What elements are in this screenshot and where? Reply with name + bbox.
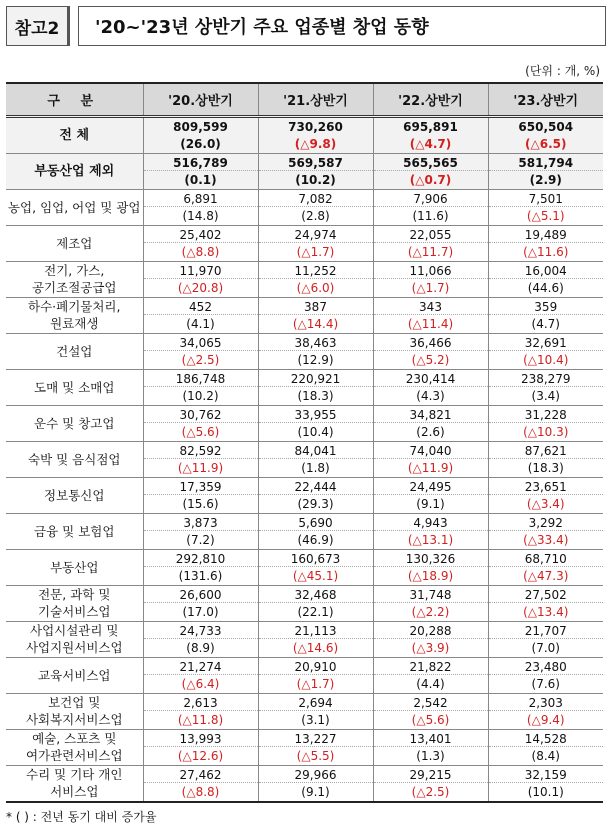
cell-count: 13,401: [374, 730, 488, 747]
cell-growth-rate: (15.6): [182, 496, 219, 511]
cell-count: 24,495: [374, 478, 488, 495]
cell-count: 20,910: [259, 658, 373, 675]
cell-count: 230,414: [374, 370, 488, 387]
cell-count: 14,528: [489, 730, 604, 747]
data-cell: [143, 441, 258, 477]
data-cell: [488, 621, 603, 657]
data-cell: [143, 693, 258, 729]
cell-count: 31,748: [374, 586, 488, 603]
cell-growth-rate: (7.2): [186, 532, 215, 547]
cell-growth-rate: (△5.1): [526, 208, 565, 223]
cell-growth-rate: (29.3): [297, 496, 334, 511]
cell-count: 809,599: [173, 119, 228, 134]
cell-count: 238,279: [489, 370, 604, 387]
data-cell: [373, 116, 488, 153]
cell-growth-rate: (△9.8): [294, 136, 337, 151]
cell-growth-rate: (△8.8): [181, 784, 220, 799]
cell-count: 32,468: [259, 586, 373, 603]
row-category: 숙박 및 음식점업: [6, 441, 143, 477]
row-category: 도매 및 소매업: [6, 369, 143, 405]
cell-growth-rate: (10.4): [297, 424, 334, 439]
cell-growth-rate: (2.9): [529, 172, 562, 187]
cell-count: 30,762: [144, 406, 258, 423]
cell-count: 3,292: [489, 514, 604, 531]
data-cell: [143, 297, 258, 333]
cell-growth-rate: (22.1): [297, 604, 334, 619]
data-cell: [373, 693, 488, 729]
startup-trends-table: [6, 82, 603, 803]
data-cell: [143, 116, 258, 153]
cell-growth-rate: (46.9): [297, 532, 334, 547]
cell-count: 3,873: [144, 514, 258, 531]
cell-count: 7,082: [259, 190, 373, 207]
cell-growth-rate: (131.6): [178, 568, 223, 583]
cell-growth-rate: (△14.4): [292, 316, 339, 331]
cell-count: 24,974: [259, 226, 373, 243]
cell-growth-rate: (10.2): [182, 388, 219, 403]
data-cell: [258, 765, 373, 802]
cell-count: 292,810: [144, 550, 258, 567]
cell-count: 13,227: [259, 730, 373, 747]
cell-count: 220,921: [259, 370, 373, 387]
cell-growth-rate: (△3.9): [411, 640, 450, 655]
data-cell: [373, 549, 488, 585]
table-row: [6, 261, 603, 297]
cell-growth-rate: (17.0): [182, 604, 219, 619]
data-cell: [258, 189, 373, 225]
cell-growth-rate: (△20.8): [177, 280, 224, 295]
cell-count: 130,326: [374, 550, 488, 567]
row-category: 농업, 임업, 어업 및 광업: [6, 189, 143, 225]
data-cell: [488, 189, 603, 225]
cell-growth-rate: (9.1): [416, 496, 445, 511]
data-cell: [488, 405, 603, 441]
data-cell: [488, 765, 603, 802]
table-row: [6, 729, 603, 765]
table-row: [6, 153, 603, 189]
row-category: 건설업: [6, 333, 143, 369]
cell-count: 730,260: [288, 119, 343, 134]
cell-count: 22,055: [374, 226, 488, 243]
cell-growth-rate: (△0.7): [409, 172, 452, 187]
cell-growth-rate: (△8.8): [181, 244, 220, 259]
cell-count: 84,041: [259, 442, 373, 459]
cell-growth-rate: (△6.4): [181, 676, 220, 691]
table-row: [6, 513, 603, 549]
cell-growth-rate: (△4.7): [409, 136, 452, 151]
cell-count: 74,040: [374, 442, 488, 459]
cell-growth-rate: (26.0): [180, 136, 221, 151]
cell-growth-rate: (2.6): [416, 424, 445, 439]
data-cell: [143, 549, 258, 585]
cell-count: 6,891: [144, 190, 258, 207]
cell-growth-rate: (△3.4): [526, 496, 565, 511]
cell-count: 29,966: [259, 766, 373, 783]
row-category: 운수 및 창고업: [6, 405, 143, 441]
row-category: 하수·폐기물처리, 원료재생: [6, 297, 143, 333]
cell-count: 11,970: [144, 262, 258, 279]
data-cell: [258, 693, 373, 729]
data-cell: [258, 729, 373, 765]
table-row: [6, 765, 603, 802]
cell-growth-rate: (△13.4): [523, 604, 569, 619]
table-row: [6, 657, 603, 693]
cell-growth-rate: (△12.6): [177, 748, 224, 763]
cell-count: 13,993: [144, 730, 258, 747]
data-cell: [143, 513, 258, 549]
cell-count: 29,215: [374, 766, 488, 783]
table-row: [6, 116, 603, 153]
data-cell: [373, 621, 488, 657]
data-cell: [488, 549, 603, 585]
data-cell: [143, 477, 258, 513]
cell-growth-rate: (18.3): [297, 388, 334, 403]
cell-count: 17,359: [144, 478, 258, 495]
cell-growth-rate: (9.1): [301, 784, 330, 799]
cell-count: 359: [489, 298, 604, 315]
table-header-row: [6, 83, 603, 116]
cell-growth-rate: (△33.4): [523, 532, 569, 547]
cell-growth-rate: (△1.7): [411, 280, 450, 295]
cell-growth-rate: (△11.8): [177, 712, 224, 727]
cell-count: 16,004: [489, 262, 604, 279]
data-cell: [373, 189, 488, 225]
cell-growth-rate: (△6.5): [525, 136, 567, 151]
cell-growth-rate: (△5.5): [296, 748, 335, 763]
cell-count: 569,587: [259, 154, 373, 171]
cell-count: 68,710: [489, 550, 604, 567]
column-header-2021: '21.상반기: [258, 83, 373, 116]
cell-count: 650,504: [518, 119, 574, 134]
cell-count: 87,621: [489, 442, 604, 459]
data-cell: [143, 225, 258, 261]
row-category: 전문, 과학 및 기술서비스업: [6, 585, 143, 621]
table-row: [6, 549, 603, 585]
cell-count: 33,955: [259, 406, 373, 423]
data-cell: [373, 225, 488, 261]
data-cell: [258, 153, 373, 189]
cell-growth-rate: (12.9): [297, 352, 334, 367]
data-cell: [258, 477, 373, 513]
data-cell: [488, 513, 603, 549]
cell-count: 23,651: [489, 478, 604, 495]
data-cell: [488, 693, 603, 729]
cell-count: 2,613: [144, 694, 258, 711]
data-cell: [258, 261, 373, 297]
data-cell: [373, 405, 488, 441]
data-cell: [488, 441, 603, 477]
table-row: [6, 693, 603, 729]
data-cell: [373, 261, 488, 297]
cell-growth-rate: (7.0): [531, 640, 560, 655]
data-cell: [373, 513, 488, 549]
data-cell: [488, 369, 603, 405]
cell-count: 7,906: [374, 190, 488, 207]
cell-growth-rate: (△5.6): [181, 424, 220, 439]
cell-count: 24,733: [144, 622, 258, 639]
cell-growth-rate: (7.6): [531, 676, 560, 691]
data-cell: [143, 405, 258, 441]
cell-count: 695,891: [403, 119, 458, 134]
table-row: [6, 441, 603, 477]
data-cell: [488, 729, 603, 765]
cell-growth-rate: (2.8): [301, 208, 330, 223]
cell-count: 581,794: [489, 154, 604, 171]
table-row: [6, 297, 603, 333]
cell-growth-rate: (8.4): [531, 748, 560, 763]
data-cell: [143, 153, 258, 189]
cell-count: 22,444: [259, 478, 373, 495]
cell-count: 32,159: [489, 766, 604, 783]
row-category: 교육서비스업: [6, 657, 143, 693]
cell-growth-rate: (△11.9): [407, 460, 454, 475]
cell-count: 2,303: [489, 694, 604, 711]
cell-count: 387: [259, 298, 373, 315]
data-cell: [373, 333, 488, 369]
cell-growth-rate: (4.7): [531, 316, 560, 331]
data-cell: [258, 621, 373, 657]
unit-label: (단위 : 개, %): [525, 64, 600, 78]
cell-growth-rate: (△11.4): [407, 316, 454, 331]
cell-count: 11,252: [259, 262, 373, 279]
cell-count: 34,065: [144, 334, 258, 351]
cell-growth-rate: (△11.6): [523, 244, 569, 259]
data-cell: [488, 261, 603, 297]
cell-growth-rate: (3.4): [531, 388, 560, 403]
document-title: '20~'23년 상반기 주요 업종별 창업 동향: [78, 6, 606, 46]
cell-count: 19,489: [489, 226, 604, 243]
cell-count: 452: [144, 298, 258, 315]
data-cell: [143, 585, 258, 621]
data-cell: [488, 585, 603, 621]
data-cell: [143, 657, 258, 693]
cell-growth-rate: (4.1): [186, 316, 215, 331]
cell-count: 21,822: [374, 658, 488, 675]
data-cell: [258, 549, 373, 585]
data-cell: [258, 405, 373, 441]
row-category: 부동산업: [6, 549, 143, 585]
row-category: 전 체: [6, 116, 143, 153]
cell-growth-rate: (△14.6): [292, 640, 339, 655]
column-header-2023: '23.상반기: [488, 83, 603, 116]
row-category: 제조업: [6, 225, 143, 261]
data-cell: [258, 657, 373, 693]
cell-count: 34,821: [374, 406, 488, 423]
cell-count: 82,592: [144, 442, 258, 459]
data-cell: [488, 333, 603, 369]
cell-growth-rate: (△9.4): [526, 712, 565, 727]
cell-growth-rate: (1.3): [416, 748, 445, 763]
table-row: [6, 585, 603, 621]
cell-growth-rate: (11.6): [412, 208, 449, 223]
reference-badge: 참고2: [6, 6, 70, 46]
cell-growth-rate: (10.2): [295, 172, 336, 187]
cell-count: 516,789: [144, 154, 258, 171]
data-cell: [258, 585, 373, 621]
cell-growth-rate: (△2.2): [411, 604, 450, 619]
cell-growth-rate: (8.9): [186, 640, 215, 655]
cell-growth-rate: (△13.1): [407, 532, 454, 547]
cell-count: 23,480: [489, 658, 604, 675]
row-category: 예술, 스포츠 및 여가관련서비스업: [6, 729, 143, 765]
data-cell: [488, 153, 603, 189]
cell-growth-rate: (△45.1): [292, 568, 339, 583]
cell-count: 7,501: [489, 190, 604, 207]
data-cell: [143, 765, 258, 802]
cell-growth-rate: (4.3): [416, 388, 445, 403]
cell-count: 20,288: [374, 622, 488, 639]
document-header: [6, 6, 606, 46]
row-category: 부동산업 제외: [6, 153, 143, 189]
data-cell: [488, 225, 603, 261]
table-row: [6, 333, 603, 369]
data-cell: [143, 261, 258, 297]
cell-count: 27,462: [144, 766, 258, 783]
cell-growth-rate: (3.1): [301, 712, 330, 727]
data-cell: [143, 369, 258, 405]
data-cell: [373, 153, 488, 189]
table-row: [6, 621, 603, 657]
cell-count: 31,228: [489, 406, 604, 423]
column-header-2020: '20.상반기: [143, 83, 258, 116]
data-cell: [143, 621, 258, 657]
cell-count: 5,690: [259, 514, 373, 531]
cell-count: 2,694: [259, 694, 373, 711]
cell-growth-rate: (△6.0): [296, 280, 335, 295]
cell-count: 2,542: [374, 694, 488, 711]
cell-growth-rate: (△11.9): [177, 460, 224, 475]
column-header-2022: '22.상반기: [373, 83, 488, 116]
data-cell: [373, 585, 488, 621]
data-cell: [258, 513, 373, 549]
data-cell: [143, 729, 258, 765]
cell-growth-rate: (△2.5): [181, 352, 220, 367]
cell-growth-rate: (△11.7): [407, 244, 454, 259]
cell-growth-rate: (△5.6): [411, 712, 450, 727]
cell-growth-rate: (18.3): [527, 460, 564, 475]
cell-growth-rate: (△10.4): [523, 352, 569, 367]
data-cell: [373, 729, 488, 765]
table-row: [6, 405, 603, 441]
cell-growth-rate: (△47.3): [523, 568, 569, 583]
cell-count: 36,466: [374, 334, 488, 351]
table-row: [6, 225, 603, 261]
data-cell: [143, 333, 258, 369]
cell-count: 21,113: [259, 622, 373, 639]
data-cell: [258, 297, 373, 333]
table-row: [6, 189, 603, 225]
cell-growth-rate: (△1.7): [296, 244, 335, 259]
cell-count: 21,274: [144, 658, 258, 675]
data-cell: [373, 477, 488, 513]
cell-growth-rate: (△18.9): [407, 568, 454, 583]
cell-count: 21,707: [489, 622, 604, 639]
row-category: 정보통신업: [6, 477, 143, 513]
data-cell: [373, 297, 488, 333]
data-cell: [488, 657, 603, 693]
cell-count: 27,502: [489, 586, 604, 603]
row-category: 전기, 가스, 공기조절공급업: [6, 261, 143, 297]
cell-growth-rate: (10.1): [527, 784, 564, 799]
row-category: 수리 및 기타 개인 서비스업: [6, 765, 143, 802]
cell-growth-rate: (1.8): [301, 460, 330, 475]
data-cell: [258, 441, 373, 477]
data-cell: [258, 116, 373, 153]
cell-count: 565,565: [374, 154, 488, 171]
cell-count: 4,943: [374, 514, 488, 531]
data-cell: [258, 225, 373, 261]
data-cell: [373, 369, 488, 405]
cell-growth-rate: (△2.5): [411, 784, 450, 799]
cell-count: 32,691: [489, 334, 604, 351]
footnote: * ( ) : 전년 동기 대비 증가율: [6, 810, 157, 824]
table-row: [6, 477, 603, 513]
data-cell: [373, 765, 488, 802]
data-cell: [488, 116, 603, 153]
cell-count: 38,463: [259, 334, 373, 351]
cell-growth-rate: (44.6): [527, 280, 564, 295]
data-cell: [258, 333, 373, 369]
row-category: 사업시설관리 및 사업지원서비스업: [6, 621, 143, 657]
data-cell: [373, 657, 488, 693]
row-category: 보건업 및 사회복지서비스업: [6, 693, 143, 729]
cell-growth-rate: (4.4): [416, 676, 445, 691]
cell-growth-rate: (0.1): [184, 172, 217, 187]
cell-count: 26,600: [144, 586, 258, 603]
data-cell: [488, 477, 603, 513]
data-cell: [488, 297, 603, 333]
data-cell: [143, 189, 258, 225]
row-category: 금융 및 보험업: [6, 513, 143, 549]
cell-count: 160,673: [259, 550, 373, 567]
cell-growth-rate: (△1.7): [296, 676, 335, 691]
cell-growth-rate: (△5.2): [411, 352, 450, 367]
cell-growth-rate: (14.8): [182, 208, 219, 223]
cell-count: 25,402: [144, 226, 258, 243]
cell-growth-rate: (△10.3): [523, 424, 569, 439]
column-header-category: 구 분: [6, 83, 143, 116]
cell-count: 186,748: [144, 370, 258, 387]
cell-count: 343: [374, 298, 488, 315]
data-cell: [373, 441, 488, 477]
table-row: [6, 369, 603, 405]
cell-count: 11,066: [374, 262, 488, 279]
data-cell: [258, 369, 373, 405]
